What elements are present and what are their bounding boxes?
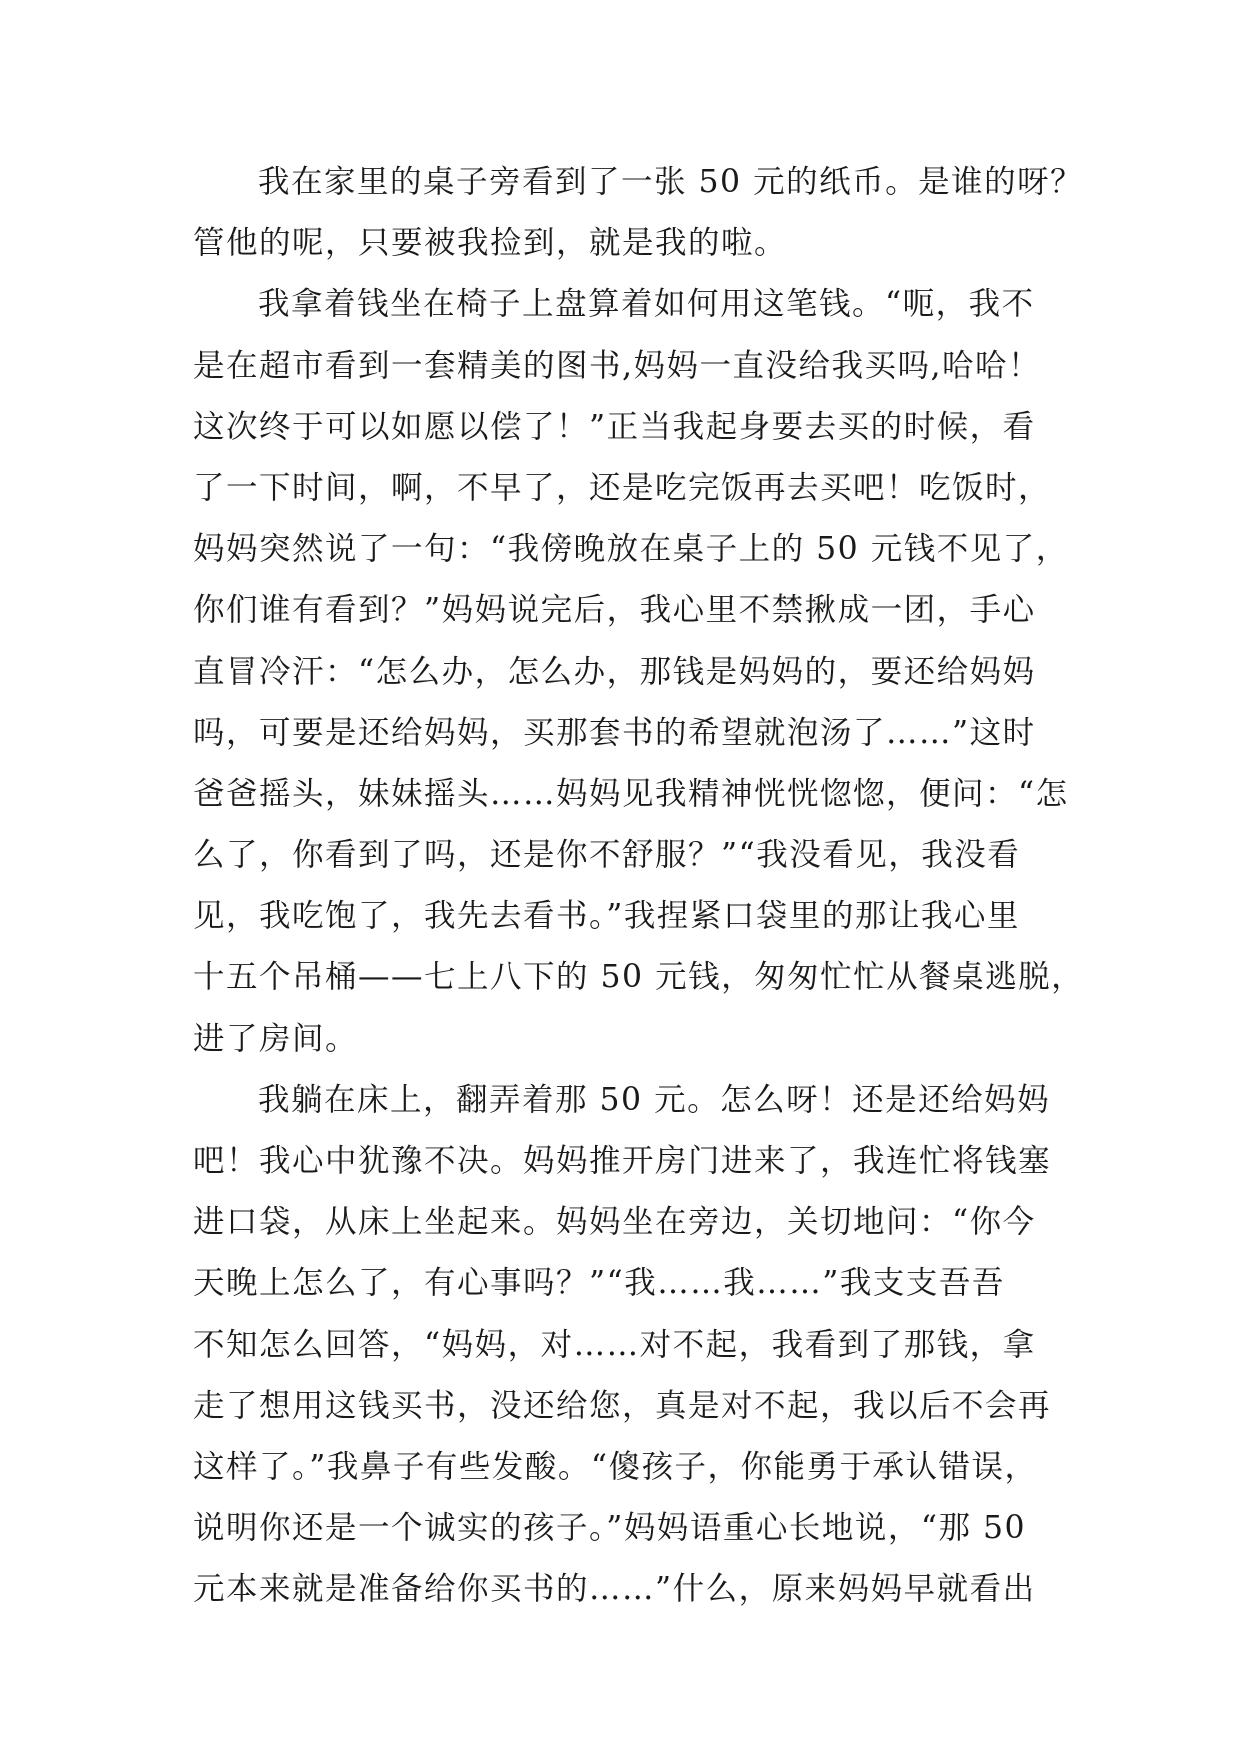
text-line: 元本来就是准备给你买书的……”什么，原来妈妈早就看出 (193, 1571, 1036, 1608)
text-line: 进口袋，从床上坐起来。妈妈坐在旁边，关切地问：“你今 (193, 1204, 1036, 1241)
text-line: 不知怎么回答，“妈妈，对……对不起，我看到了那钱，拿 (193, 1326, 1036, 1363)
text-line: 天晚上怎么了，有心事吗？”“我……我……”我支支吾吾 (193, 1265, 1005, 1302)
text-line: 这次终于可以如愿以偿了！”正当我起身要去买的时候，看 (193, 408, 1036, 445)
text-line: 吧！我心中犹豫不决。妈妈推开房门进来了，我连忙将钱塞 (193, 1143, 1052, 1179)
text-line: 我在家里的桌子旁看到了一张 50 元的纸币。是谁的呀？ (258, 164, 1084, 200)
text-line: 走了想用这钱买书，没还给您，真是对不起，我以后不会再 (193, 1387, 1052, 1424)
text-line: 十五个吊桶——七上八下的 50 元钱，匆匆忙忙从餐桌逃脱， (193, 959, 1085, 996)
text-line: 管他的呢，只要被我捡到，就是我的啦。 (193, 225, 788, 262)
text-line: 么了，你看到了吗，还是你不舒服？”“我没看见，我没看 (193, 837, 1021, 874)
document-body (193, 152, 1085, 1621)
paragraph-2 (193, 274, 1085, 1069)
paragraph-1 (193, 152, 1084, 274)
text-line: 吗，可要是还给妈妈，买那套书的希望就泡汤了……”这时 (193, 714, 1036, 751)
text-line: 直冒冷汗：“怎么办，怎么办，那钱是妈妈的，要还给妈妈 (193, 653, 1036, 690)
text-line: 进了房间。 (193, 1020, 359, 1057)
text-line: 妈妈突然说了一句：“我傍晚放在桌子上的 50 元钱不见了， (193, 531, 1069, 568)
text-line: 你们谁有看到？”妈妈说完后，我心里不禁揪成一团，手心 (193, 592, 1036, 629)
text-line: 说明你还是一个诚实的孩子。”妈妈语重心长地说，“那 50 (193, 1510, 1027, 1547)
text-line: 见，我吃饱了，我先去看书。”我捏紧口袋里的那让我心里 (193, 898, 1020, 935)
text-line: 这样了。”我鼻子有些发酸。“傻孩子，你能勇于承认错误， (193, 1448, 1038, 1485)
text-line: 我拿着钱坐在椅子上盘算着如何用这笔钱。“呃，我不 (258, 286, 1035, 323)
text-line: 是在超市看到一套精美的图书,妈妈一直没给我买吗,哈哈！ (193, 347, 1042, 384)
paragraph-3 (193, 1070, 1073, 1621)
text-line: 爸爸摇头，妹妹摇头……妈妈见我精神恍恍惚惚，便问：“怎 (193, 775, 1069, 812)
text-line: 我躺在床上，翻弄着那 50 元。怎么呀！还是还给妈妈 (258, 1081, 1051, 1118)
text-line: 了一下时间，啊，不早了，还是吃完饭再去买吧！吃饭时， (193, 469, 1052, 506)
